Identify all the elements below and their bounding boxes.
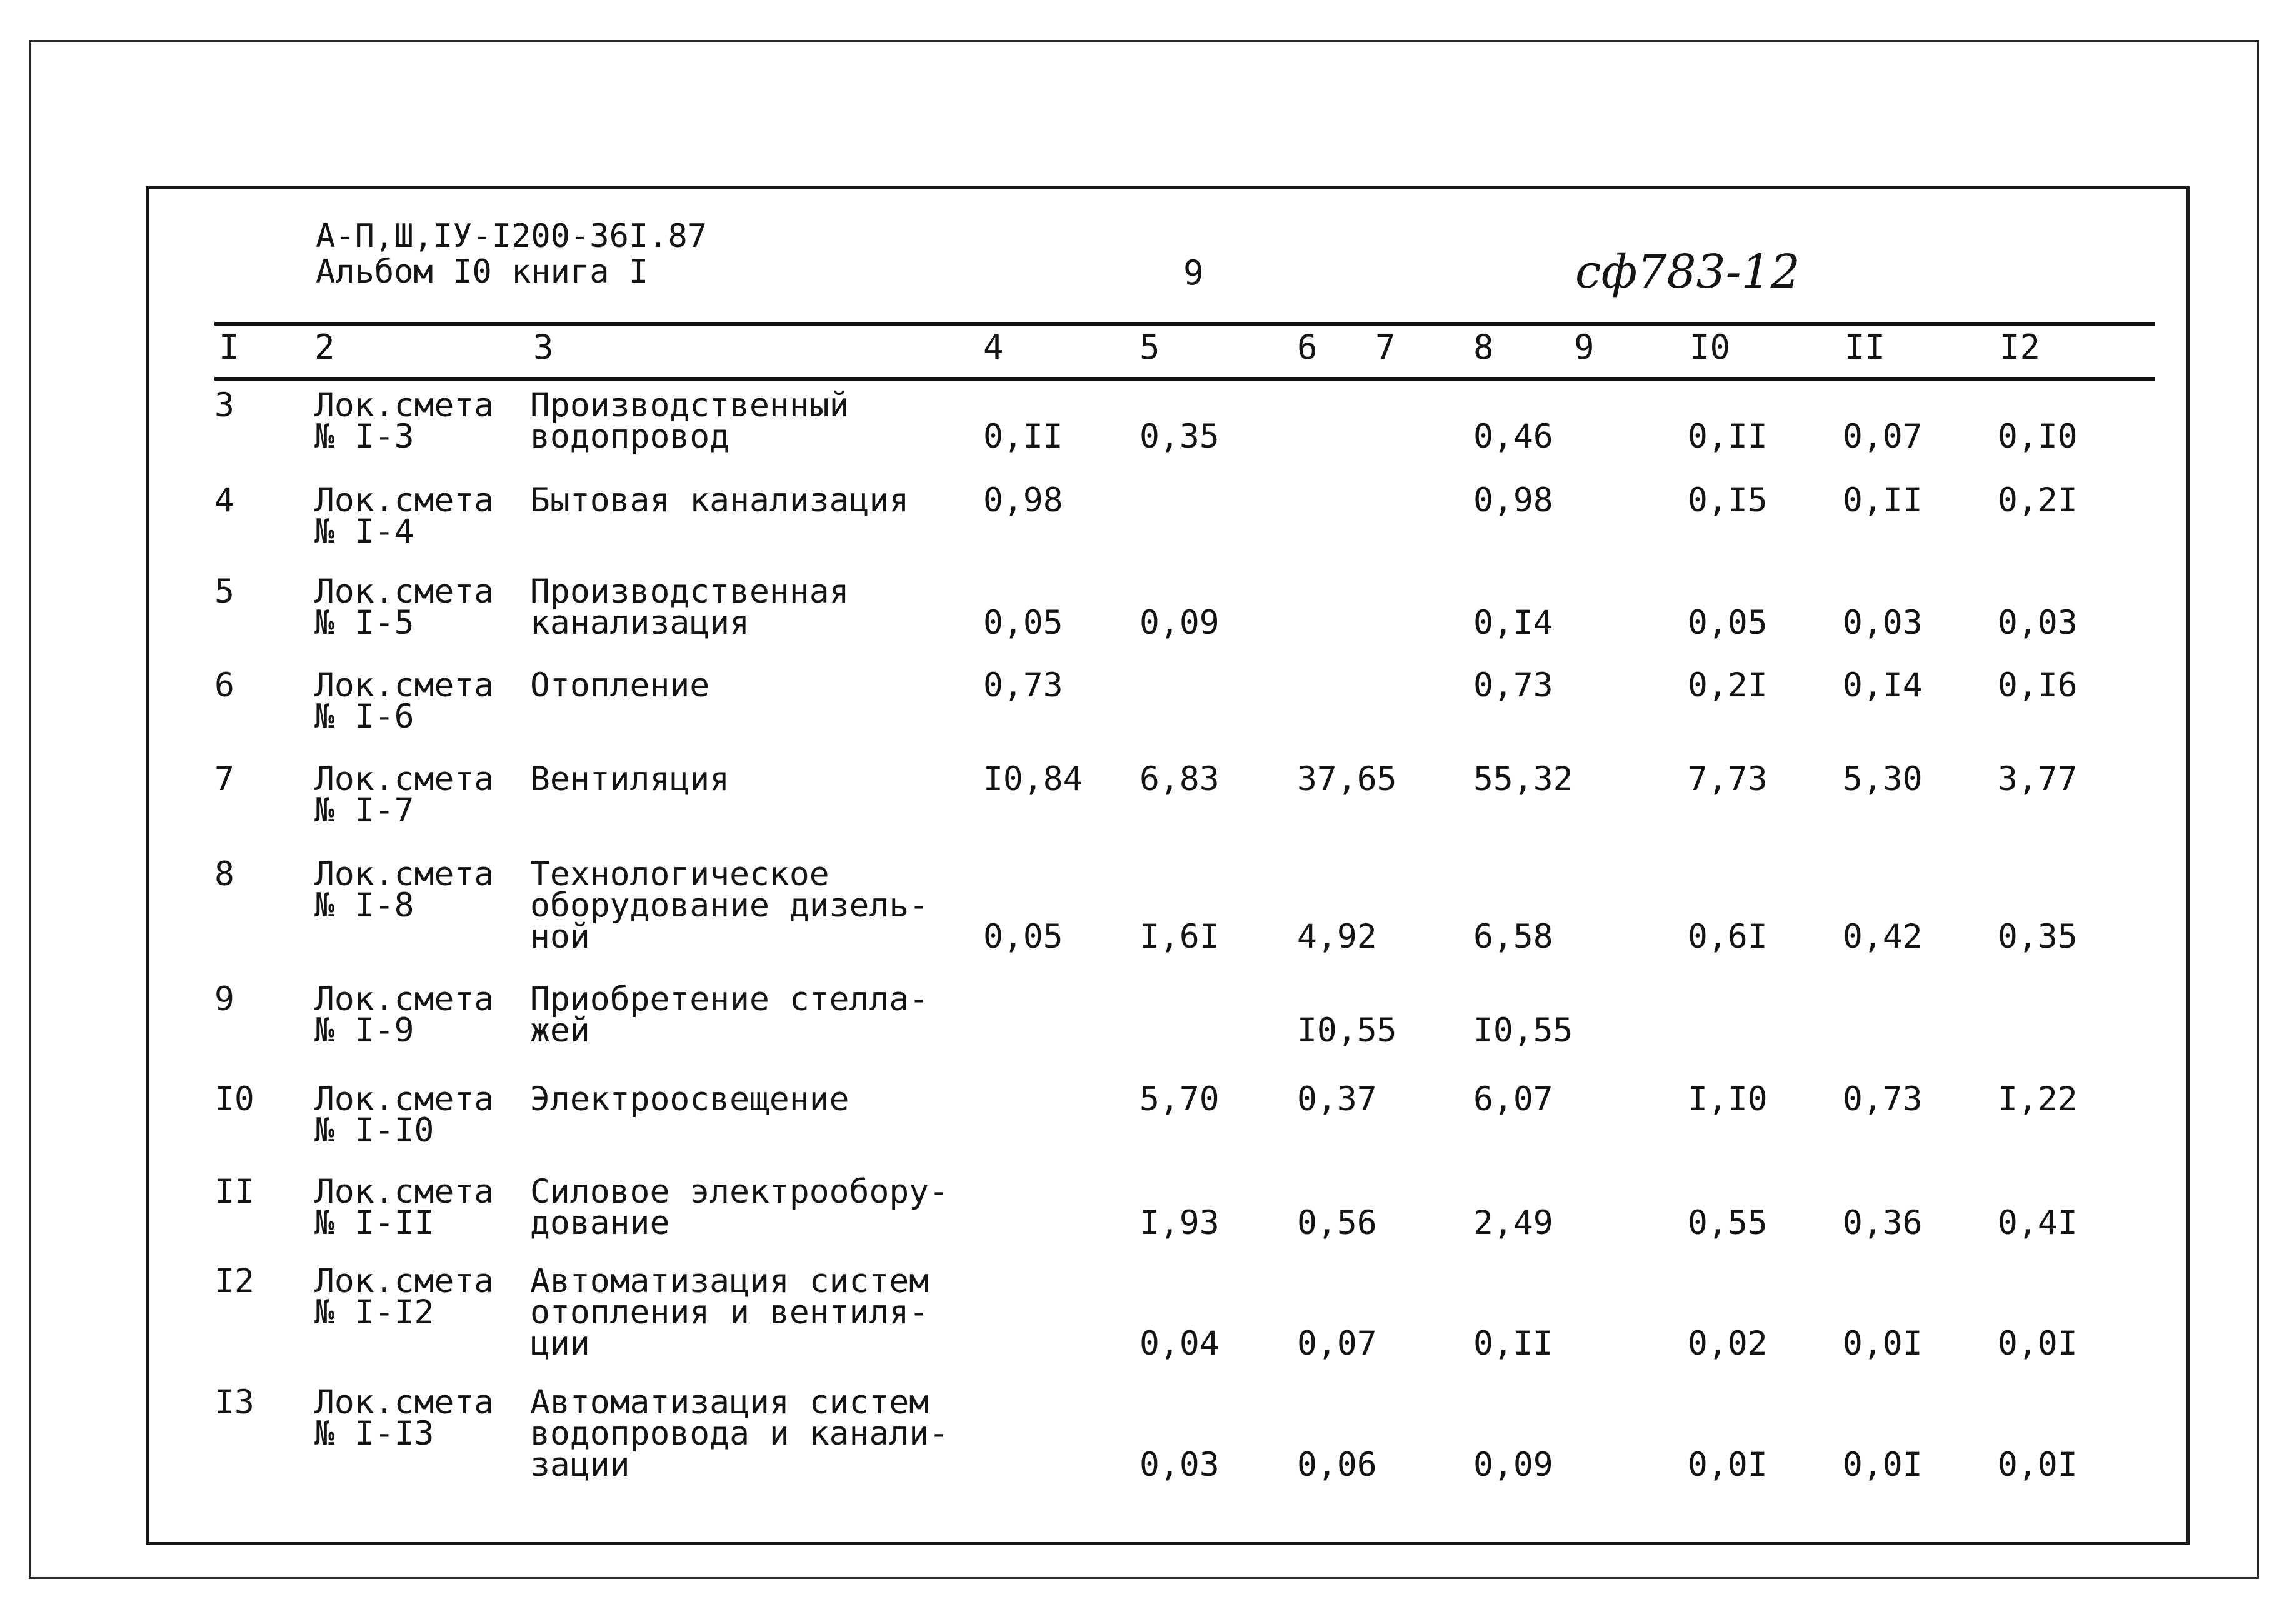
value-cell: 0,II — [1843, 481, 1923, 519]
value-cell: 0,07 — [1843, 418, 1923, 456]
value-cell: 0,04 — [1139, 1325, 1220, 1363]
row-number: 8 — [214, 855, 234, 893]
value-cell: 6,07 — [1473, 1080, 1553, 1118]
work-name: Бытовая канализация — [530, 481, 909, 519]
value-cell: 0,0I — [1688, 1446, 1768, 1484]
value-cell: 5,30 — [1843, 760, 1923, 798]
value-cell: 0,0I — [1843, 1446, 1923, 1484]
value-cell: 0,73 — [1473, 666, 1553, 704]
row-number: I3 — [214, 1383, 254, 1421]
value-cell: 0,35 — [1139, 418, 1220, 456]
column-number: I0 — [1690, 328, 1731, 367]
value-cell: 0,73 — [1843, 1080, 1923, 1118]
value-cell: 0,0I — [1843, 1325, 1923, 1363]
row-number: 3 — [214, 386, 234, 424]
value-cell: 0,05 — [983, 604, 1063, 642]
value-cell: I,22 — [1998, 1080, 2078, 1118]
row-number: 4 — [214, 481, 234, 519]
work-name: Автоматизация систем водопровода и канали- зации — [530, 1383, 949, 1484]
value-cell: 0,35 — [1998, 918, 2078, 956]
value-cell: 0,2I — [1998, 481, 2078, 519]
value-cell: 0,2I — [1688, 666, 1768, 704]
value-cell: 0,II — [1688, 418, 1768, 456]
column-number: 8 — [1473, 328, 1494, 367]
column-number: I2 — [2000, 328, 2041, 367]
value-cell: 0,0I — [1998, 1446, 2078, 1484]
work-name: Автоматизация систем отопления и вентиля- ции — [530, 1262, 929, 1363]
document-code: А-П,Ш,IУ-I200-36I.87 — [316, 218, 708, 255]
value-cell: I,6I — [1139, 918, 1220, 956]
work-name: Отопление — [530, 666, 710, 704]
column-number: 2 — [314, 328, 335, 367]
value-cell: 0,0I — [1998, 1325, 2078, 1363]
value-cell: 0,4I — [1998, 1204, 2078, 1242]
value-cell: I0,55 — [1473, 1011, 1573, 1050]
value-cell: 0,02 — [1688, 1325, 1768, 1363]
row-number: I0 — [214, 1080, 254, 1118]
column-number: 4 — [983, 328, 1004, 367]
value-cell: I0,55 — [1297, 1011, 1397, 1050]
row-number: II — [214, 1173, 254, 1211]
value-cell: 0,56 — [1297, 1204, 1377, 1242]
value-cell: 0,05 — [1688, 604, 1768, 642]
value-cell: 0,46 — [1473, 418, 1553, 456]
work-name: Силовое электрообору- дование — [530, 1173, 949, 1242]
value-cell: 0,05 — [983, 918, 1063, 956]
work-name: Приобретение стелла- жей — [530, 980, 929, 1050]
column-number: I — [219, 328, 239, 367]
estimate-reference: Лок.смета № I-6 — [314, 666, 494, 736]
value-cell: 6,83 — [1139, 760, 1220, 798]
work-name: Производственная канализация — [530, 573, 849, 642]
estimate-reference: Лок.смета № I-8 — [314, 855, 494, 925]
value-cell: 0,07 — [1297, 1325, 1377, 1363]
value-cell: 0,6I — [1688, 918, 1768, 956]
row-number: 5 — [214, 573, 234, 611]
value-cell: 4,92 — [1297, 918, 1377, 956]
value-cell: I,93 — [1139, 1204, 1220, 1242]
value-cell: 0,I6 — [1998, 666, 2078, 704]
column-number: 7 — [1375, 328, 1396, 367]
column-number: 9 — [1574, 328, 1595, 367]
value-cell: I0,84 — [983, 760, 1083, 798]
value-cell: 7,73 — [1688, 760, 1768, 798]
estimate-reference: Лок.смета № I-I2 — [314, 1262, 494, 1331]
value-cell: 0,73 — [983, 666, 1063, 704]
value-cell: 0,42 — [1843, 918, 1923, 956]
value-cell: 0,37 — [1297, 1080, 1377, 1118]
row-number: 7 — [214, 760, 234, 798]
estimate-reference: Лок.смета № I-II — [314, 1173, 494, 1242]
table-header-rule — [214, 377, 2155, 381]
row-number: 6 — [214, 666, 234, 704]
album-label: Альбом I0 книга I — [316, 253, 649, 291]
value-cell: 0,98 — [1473, 481, 1553, 519]
row-number: I2 — [214, 1262, 254, 1300]
row-number: 9 — [214, 980, 234, 1018]
column-number: 5 — [1139, 328, 1160, 367]
sheet-code: сф783-12 — [1575, 245, 1800, 299]
value-cell: 55,32 — [1473, 760, 1573, 798]
value-cell: 3,77 — [1998, 760, 2078, 798]
column-number: II — [1845, 328, 1886, 367]
value-cell: 6,58 — [1473, 918, 1553, 956]
value-cell: 0,36 — [1843, 1204, 1923, 1242]
value-cell: 0,II — [983, 418, 1063, 456]
table-top-rule — [214, 322, 2155, 326]
estimate-reference: Лок.смета № I-I3 — [314, 1383, 494, 1453]
value-cell: 0,03 — [1139, 1446, 1220, 1484]
estimate-reference: Лок.смета № I-3 — [314, 386, 494, 456]
column-number: 3 — [533, 328, 554, 367]
value-cell: 0,55 — [1688, 1204, 1768, 1242]
column-number: 6 — [1297, 328, 1318, 367]
work-name: Электроосвещение — [530, 1080, 849, 1118]
estimate-reference: Лок.смета № I-5 — [314, 573, 494, 642]
value-cell: 0,98 — [983, 481, 1063, 519]
value-cell: 0,I0 — [1998, 418, 2078, 456]
estimate-reference: Лок.смета № I-4 — [314, 481, 494, 551]
value-cell: 2,49 — [1473, 1204, 1553, 1242]
value-cell: 5,70 — [1139, 1080, 1220, 1118]
estimate-reference: Лок.смета № I-9 — [314, 980, 494, 1050]
value-cell: 0,I5 — [1688, 481, 1768, 519]
work-name: Производственный водопровод — [530, 386, 849, 456]
value-cell: I,I0 — [1688, 1080, 1768, 1118]
value-cell: 0,I4 — [1843, 666, 1923, 704]
value-cell: 0,03 — [1843, 604, 1923, 642]
value-cell: 37,65 — [1297, 760, 1397, 798]
estimate-reference: Лок.смета № I-I0 — [314, 1080, 494, 1150]
value-cell: 0,II — [1473, 1325, 1553, 1363]
work-name: Вентиляция — [530, 760, 730, 798]
value-cell: 0,09 — [1473, 1446, 1553, 1484]
value-cell: 0,03 — [1998, 604, 2078, 642]
value-cell: 0,09 — [1139, 604, 1220, 642]
work-name: Технологическое оборудование дизель- ной — [530, 855, 929, 956]
value-cell: 0,06 — [1297, 1446, 1377, 1484]
value-cell: 0,I4 — [1473, 604, 1553, 642]
estimate-reference: Лок.смета № I-7 — [314, 760, 494, 830]
page-number: 9 — [1183, 253, 1204, 293]
